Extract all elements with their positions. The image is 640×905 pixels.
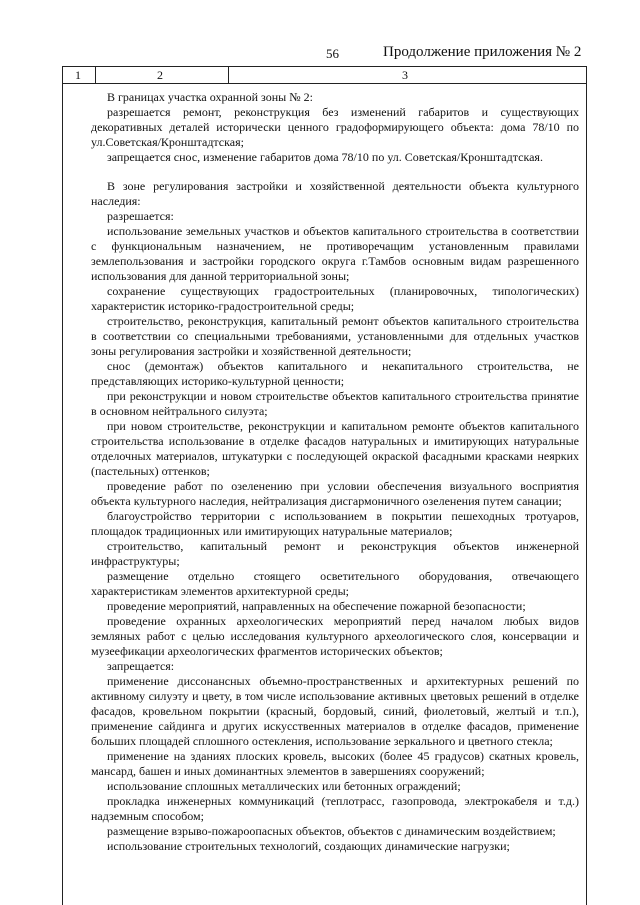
paragraph: строительство, капитальный ремонт и реконструкция объектов инженерной инфраструктуры;: [91, 539, 579, 568]
paragraph: разрешается ремонт, реконструкция без изменений габаритов и существующих декоративных деталей исторически ценного градоформирующего объекта: дома 78/10 по ул.Советская/Кронштадтская;: [91, 105, 579, 149]
paragraph: В границах участка охранной зоны № 2:: [107, 90, 313, 104]
column-header-1: 1: [75, 68, 81, 82]
paragraph: использование строительных технологий, создающих динамические нагрузки;: [107, 839, 510, 853]
paragraph: проведение работ по озеленению при условии обеспечения визуального восприятия объекта культурного наследия, нейтрализация дисгармоничного озеленения путем санации;: [91, 479, 579, 508]
appendix-title: Продолжение приложения № 2: [383, 44, 582, 60]
paragraph: размещение отдельно стоящего осветительного оборудования, отвечающего характеристикам элементов архитектурной среды;: [91, 569, 579, 598]
page-header: [0, 44, 640, 64]
paragraph: при новом строительстве, реконструкции и капитальном ремонте объектов капитального строительства использование в отделке фасадов натуральных и имитирующих натуральные отделочных материалов, штукатурки с последующей окраской фасадными красками неярких (пастельных) оттенков;: [91, 419, 579, 478]
column-header-3: 3: [402, 68, 408, 82]
paragraph: строительство, реконструкция, капитальный ремонт объектов капитального строительства в соответствии со специальными требованиями, установленными для отдельных участков зоны регулирования застройки и хозяйственной деятельности;: [91, 314, 579, 358]
paragraph: размещение взрыво-пожароопасных объектов, объектов с динамическим воздействием;: [107, 824, 556, 838]
column-header-2: 2: [157, 68, 163, 82]
paragraph: сохранение существующих градостроительных (планировочных, типологических) характеристик историко-градостроительной среды;: [91, 284, 579, 313]
paragraph: снос (демонтаж) объектов капитального и некапитального строительства, не представляющих историко-культурной ценности;: [91, 359, 579, 388]
paragraph: применение диссонансных объемно-пространственных и архитектурных решений по активному силуэту и цвету, в том числе использование активных цветовых решений в отделке фасадов, кровельном покрытии (красный, бордовый, синий, фиолетовый, желтый и т.п.), применение сайдинга и других искусственных материалов в отделке фасадов, применение больших площадей сплошного остекления, использование зеркального и цветного стекла;: [91, 674, 579, 748]
paragraph: при реконструкции и новом строительстве объектов капитального строительства принятие в основном нейтрального силуэта;: [91, 389, 579, 418]
section-heading: В зоне регулирования застройки и хозяйственной деятельности объекта культурного наследия:: [91, 179, 579, 208]
column-divider: [95, 67, 96, 83]
paragraph: запрещается снос, изменение габаритов дома 78/10 по ул. Советская/Кронштадтская.: [107, 150, 543, 164]
table-header-row: [63, 66, 586, 84]
column-divider: [228, 67, 229, 83]
document-table: [62, 66, 587, 905]
paragraph: применение на зданиях плоских кровель, высоких (более 45 градусов) скатных кровель, мансард, башен и иных доминантных элементов в завершениях сооружений;: [91, 749, 579, 778]
paragraph: прокладка инженерных коммуникаций (теплотрасс, газопровода, электрокабеля и т.д.) надземным способом;: [91, 794, 579, 823]
paragraph: проведение мероприятий, направленных на обеспечение пожарной безопасности;: [107, 599, 526, 613]
document-body: [91, 90, 579, 854]
paragraph: использование земельных участков и объектов капитального строительства в соответствии с функциональным назначением, не противоречащим установленным правилами землепользования и застройки городского округа г.Тамбов основным видам разрешенного использования для данной территориальной зоны;: [91, 224, 579, 283]
paragraph: использование сплошных металлических или бетонных ограждений;: [107, 779, 461, 793]
paragraph: разрешается:: [107, 209, 174, 223]
page-number: 56: [326, 46, 339, 61]
paragraph: запрещается:: [107, 659, 175, 673]
paragraph: проведение охранных археологических мероприятий перед началом любых видов земляных работ с целью исследования культурного археологического слоя, консервации и музеефикации археологических фрагментов исторических объектов;: [91, 614, 579, 658]
paragraph: благоустройство территории с использованием в покрытии пешеходных тротуаров, площадок традиционных или имитирующих натуральные материалов;: [91, 509, 579, 538]
